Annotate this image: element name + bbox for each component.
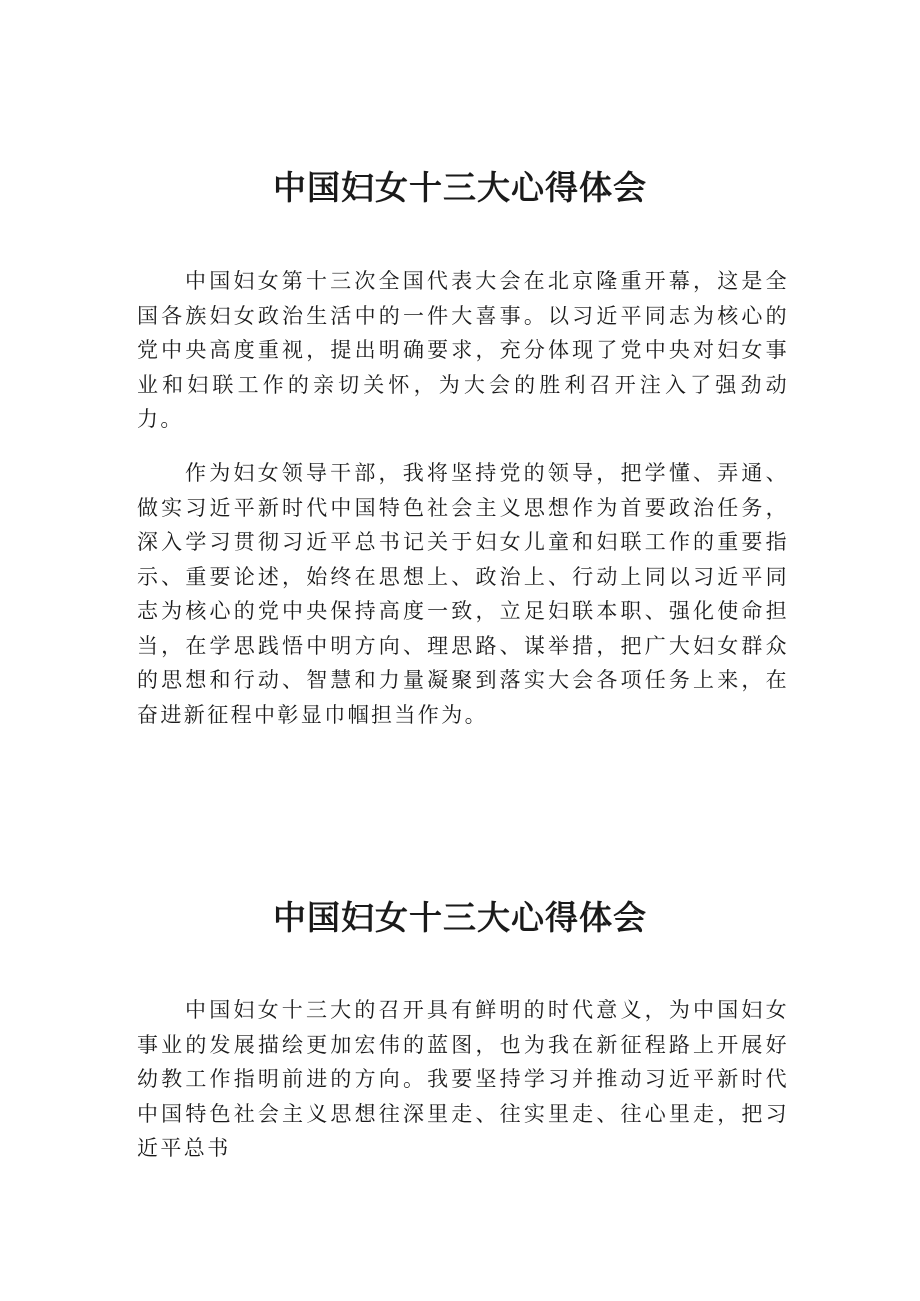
section-2-title: 中国妇女十三大心得体会 <box>273 898 647 937</box>
section-1-paragraph-2: 作为妇女领导干部，我将坚持党的领导，把学懂、弄通、做实习近平新时代中国特色社会主义思想作为首要政治任务，深入学习贯彻习近平总书记关于妇女儿童和妇联工作的重要指示、重要论述，始终在思想上、政治上、行动上同以习近平同志为核心的党中央保持高度一致，立足妇联本职、强化使命担当，在学思践悟中明方向、理思路、谋举措，把广大妇女群众的思想和行动、智慧和力量凝聚到落实大会各项任务上来，在奋进新征程中彰显巾帼担当作为。 <box>137 461 789 727</box>
section-1-title: 中国妇女十三大心得体会 <box>273 168 647 207</box>
section-1-paragraph-1: 中国妇女第十三次全国代表大会在北京隆重开幕，这是全国各族妇女政治生活中的一件大喜事。以习近平同志为核心的党中央高度重视，提出明确要求，充分体现了党中央对妇女事业和妇联工作的亲切关怀，为大会的胜利召开注入了强劲动力。 <box>137 269 789 431</box>
section-2-paragraph-1: 中国妇女十三大的召开具有鲜明的时代意义，为中国妇女事业的发展描绘更加宏伟的蓝图，也为我在新征程路上开展好幼教工作指明前进的方向。我要坚持学习并推动习近平新时代中国特色社会主义思想往深里走、往实里走、往心里走，把习近平总书 <box>137 998 789 1160</box>
